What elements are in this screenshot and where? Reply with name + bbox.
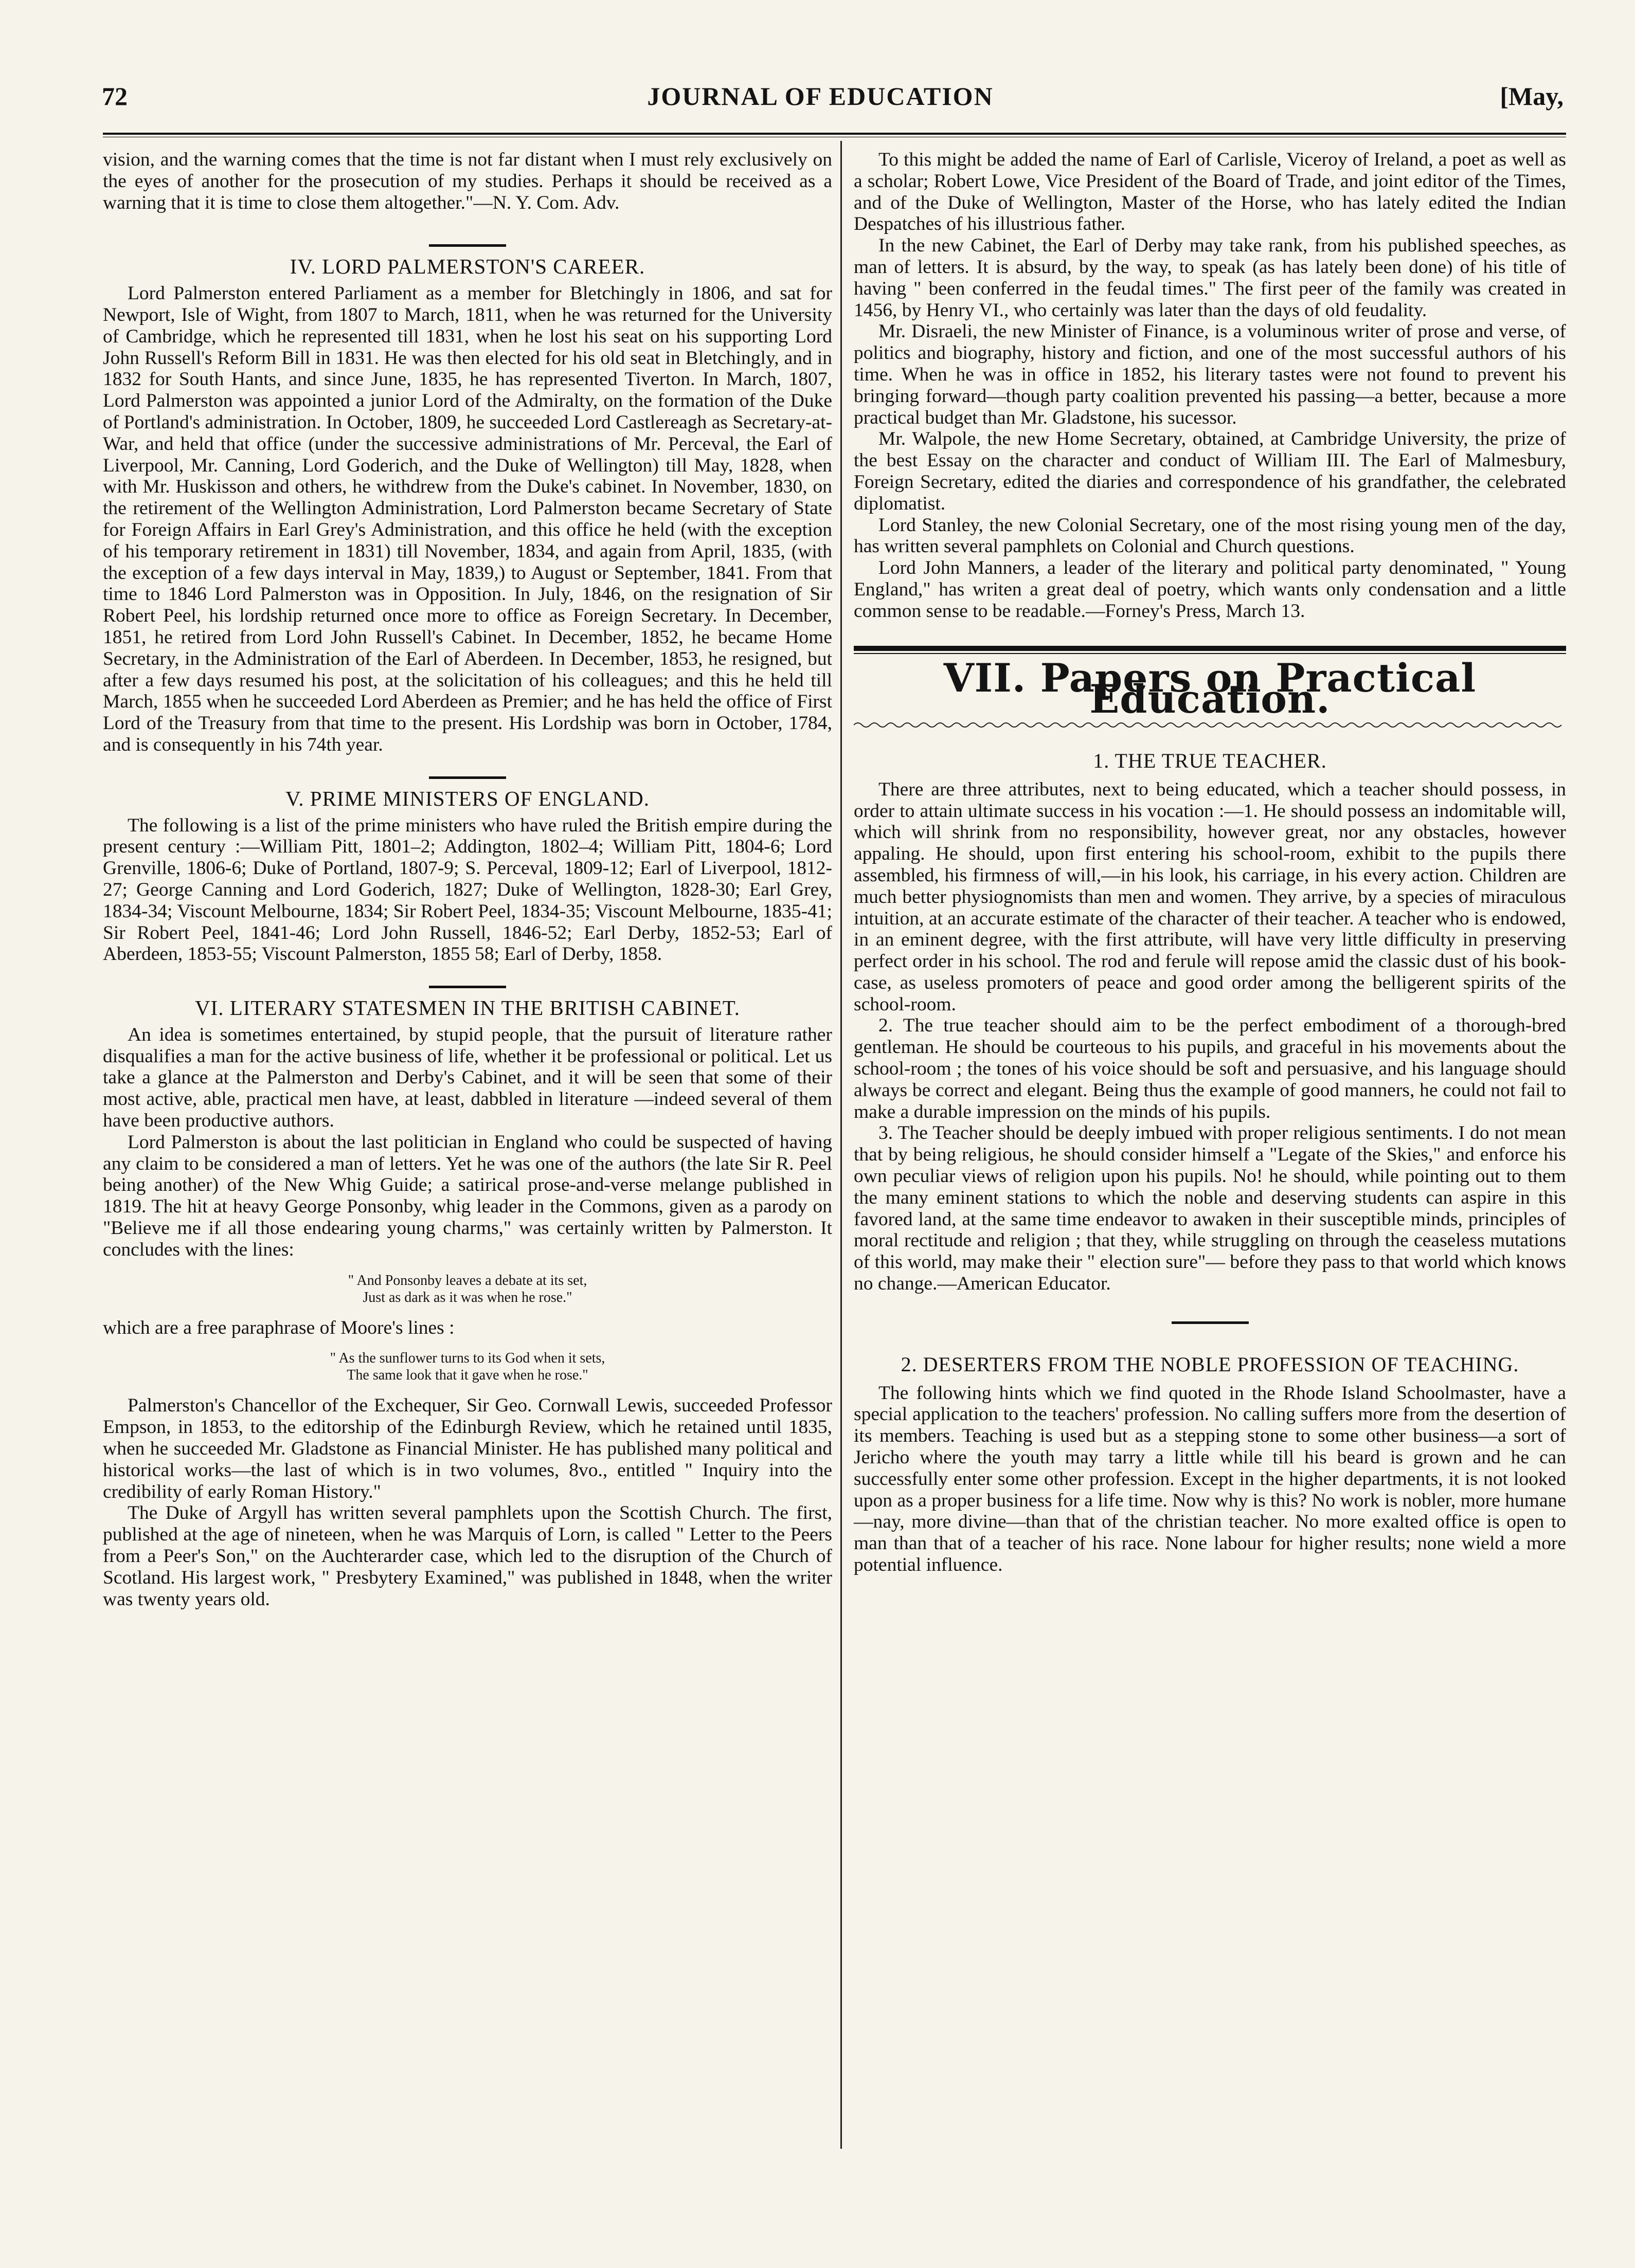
left-column [103, 149, 832, 1610]
cabinet-paragraph-4: Mr. Walpole, the new Home Secretary, obtained, at Cambridge University, the prize of the best Essay on the character and conduct of William III. The Earl of Malmesbury, Foreign Secretary, edited the diaries and correspondence of his grandfather, the celebrated diplomatist. [854, 428, 1566, 514]
running-month: [May, [1500, 82, 1564, 111]
verse-line: " And Ponsonby leaves a debate at its set, [348, 1272, 587, 1289]
section-6-title: VI. LITERARY STATESMEN IN THE BRITISH CABINET. [194, 996, 741, 1020]
quoted-verse-1 [103, 1272, 832, 1306]
section-5-title: V. PRIME MINISTERS OF ENGLAND. [285, 786, 650, 810]
intro-paragraph: vision, and the warning comes that the time is not far distant when I must rely exclusively on the eyes of another for the prosecution of my studies. Perhaps it should be received as a warning that it is time to close them altogether."—N. Y. Com. Adv. [103, 149, 832, 213]
section-5-paragraph: The following is a list of the prime ministers who have ruled the British empire during the present century :—William Pitt, 1801–2; Addington, 1802–4; William Pitt, 1804-6; Lord Grenville, 1806-6; Duke of Portland, 1807-9; S. Perceval, 1809-12; Earl of Liverpool, 1812-27; George Canning and Lord Goderich, 1827; Duke of Wellington, 1828-30; Earl Grey, 1834-34; Viscount Melbourne, 1834; Sir Robert Peel, 1834-35; Viscount Melbourne, 1835-41; Sir Robert Peel, 1841-46; Lord John Russell, 1846-52; Earl Derby, 1852-53; Earl of Aberdeen, 1853-55; Viscount Palmerston, 1855 58; Earl of Derby, 1858. [103, 814, 832, 965]
section-7-top-rule-thin [854, 653, 1566, 654]
section-7-title: VII. Papers on Practical Education. [943, 655, 1477, 722]
section-6-paragraph-2: Lord Palmerston is about the last politician in England who could be suspected of having any claim to be considered a man of letters. Yet he was one of the authors (the late Sir R. Peel being another) of the New Whig Guide; a satirical prose-and-verse melange published in 1819. The hit at heavy George Ponsonby, whig leader in the Commons, given as a parody on "Believe me if all those endearing young charms," was certainly written by Palmerston. It concludes with the lines: [103, 1131, 832, 1260]
article-2-paragraph-1: The following hints which we find quoted in the Rhode Island Schoolmaster, have a special application to the teachers' profession. No calling suffers more from the desertion of its members. Teaching is used but as a stepping stone to some other business—a sort of Jericho where the youth may tarry a little while till his beard is grown and he can successfully enter some other profession. Except in the higher departments, it is not looked upon as a proper business for a life time. Now why is this? No work is nobler, more humane —nay, more divine—than that of the christian teacher. No more exalted office is open to man than that of a teacher of his race. None labour for higher results; none wield a more potential influence. [854, 1382, 1566, 1576]
section-6-paragraph-3: which are a free paraphrase of Moore's lines : [103, 1317, 455, 1338]
running-header [77, 77, 1564, 113]
section-4-paragraph: Lord Palmerston entered Parliament as a member for Bletchingly in 1806, and sat for Newport, Isle of Wight, from 1807 to March, 1811, when he was returned for the University of Cambridge, which he represented till 1831, when he lost his seat on his supporting Lord John Russell's Reform Bill in 1831. He was then elected for his old seat in Bletchingly, and in 1832 for South Hants, and since June, 1835, he has represented Tiverton. In March, 1807, Lord Palmerston was appointed a junior Lord of the Admiralty, on the formation of the Duke of Portland's administration. In October, 1809, he succeeded Lord Castlereagh as Secretary-at-War, and held that office (under the successive administrations of Mr. Perceval, the Earl of Liverpool, Mr. Canning, Lord Goderich, and the Duke of Wellington) till May, 1828, when with Mr. Huskisson and others, he withdrew from the Duke's cabinet. In November, 1830, on the retirement of the Wellington Administration, Lord Palmerston became Secretary of State for Foreign Affairs in Earl Grey's Administration, and this office he held (with the exception of his temporary retirement in 1831) till November, 1834, and again from April, 1835, (with the exception of a few days interval in May, 1839,) to August or September, 1841. From that time to 1846 Lord Palmerston was in Opposition. In July, 1846, on the resignation of Sir Robert Peel, his lordship returned once more to office as Foreign Secretary. In December, 1851, he retired from Lord John Russell's Cabinet. In December, 1852, he became Home Secretary, in the Administration of the Earl of Aberdeen. In December, 1853, he resigned, but after a few days resumed his post, at the solicitation of his colleagues; and this he held till March, 1855 when he succeeded Lord Aberdeen as Premier; and he has held the office of First Lord of the Treasury from that time to the present. His Lordship was born in October, 1784, and is consequently in his 74th year. [103, 283, 832, 755]
cabinet-paragraph-6: Lord John Manners, a leader of the literary and political party denominated, " Young England," has writen a great deal of poetry, which wants only condensation and a little common sense to be readable.—Forney's Press, March 13. [854, 557, 1566, 622]
article-1-paragraph-1: There are three attributes, next to being educated, which a teacher should possess, in order to attain ultimate success in his vocation :—1. He should possess an indomitable will, which will shrink from no responsibility, however great, nor any obstacles, however appaling. He should, upon first entering his school-room, exhibit to the pupils there assembled, his firmness of will,—in his look, his carriage, in his every action. Children are much better physiognomists than men and women. They arrive, by a species of miraculous intuition, at an accurate estimate of the character of their teacher. A teacher who is endowed, in an eminent degree, with the first attribute, will have very little difficulty in preserving perfect order in his school. The rod and ferule will repose amid the classic dust of his book-case, as useless promoters of peace and good order among the belligerent spirits of the school-room. [854, 778, 1566, 1015]
article-2-title: 2. DESERTERS FROM THE NOBLE PROFESSION OF TEACHING. [901, 1352, 1519, 1376]
section-6-paragraph-5: The Duke of Argyll has written several pamphlets upon the Scottish Church. The first, published at the age of nineteen, when he was Marquis of Lorn, is called " Letter to the Peers from a Peer's Son," on the Auchterarder case, which led to the disruption of the Church of Scotland. His largest work, " Presbytery Examined," was published in 1848, when the writer was twenty years old. [103, 1502, 832, 1610]
section-6-paragraph-1: An idea is sometimes entertained, by stupid people, that the pursuit of literature rather disqualifies a man for the active business of life, whether it be professional or political. Let us take a glance at the Palmerston and Derby's Cabinet, and it will be seen that some of their most active, able, practical men have, at least, dabbled in literature —indeed several of them have been productive authors. [103, 1024, 832, 1132]
verse-line: Just as dark as it was when he rose." [363, 1289, 572, 1305]
page-number: 72 [102, 82, 128, 111]
wavy-rule [854, 720, 1566, 730]
article-rule [1172, 1321, 1249, 1324]
article-1-title: 1. THE TRUE TEACHER. [1093, 749, 1327, 772]
section-7-top-rule [854, 646, 1566, 651]
section-rule [429, 986, 506, 988]
section-rule [429, 776, 506, 779]
article-1-paragraph-3: 3. The Teacher should be deeply imbued with proper religious sentiments. I do not mean that by being religious, he should consider himself a "Legate of the Skies," and enforce his own peculiar views of religion upon his pupils. No! he should, while pointing out to them the many eminent stations to which the noble and deserving students can aspire in this favored land, at the same time endeavor to awaken in their susceptible minds, principles of moral rectitude and religion ; that they, while struggling on through the ceaseless mutations of this world, may make their " election sure"— before they pass to that world which knows no change.—American Educator. [854, 1122, 1566, 1295]
verse-line: The same look that it gave when he rose." [347, 1367, 588, 1384]
right-column [854, 149, 1566, 1576]
section-4-title: IV. LORD PALMERSTON'S CAREER. [290, 255, 645, 279]
cabinet-paragraph-5: Lord Stanley, the new Colonial Secretary, one of the most rising young men of the day, has written several pamphlets on Colonial and Church questions. [854, 514, 1566, 557]
running-title: JOURNAL OF EDUCATION [647, 82, 994, 111]
verse-line: " As the sunflower turns to its God when it sets, [330, 1350, 605, 1367]
quoted-verse-2 [103, 1350, 832, 1384]
section-rule [429, 244, 506, 247]
cabinet-paragraph-1: To this might be added the name of Earl of Carlisle, Viceroy of Ireland, a poet as well as a scholar; Robert Lowe, Vice President of the Board of Trade, and joint editor of the Times, and of the Duke of Wellington, Master of the Horse, who has lately edited the Indian Despatches of his illustrious father. [854, 149, 1566, 235]
section-6-paragraph-4: Palmerston's Chancellor of the Exchequer, Sir Geo. Cornwall Lewis, succeeded Professor Empson, in 1853, to the editorship of the Edinburgh Review, which he retained until 1835, when he succeeded Mr. Gladstone as Financial Minister. He has published many political and historical works—the last of which is in two volumes, 8vo., entitled " Inquiry into the credibility of early Roman History." [103, 1395, 832, 1502]
article-1-paragraph-2: 2. The true teacher should aim to be the perfect embodiment of a thorough-bred gentleman. He should be courteous to his pupils, and graceful in his movements about the school-room ; the tones of his voice should be soft and persuasive, and his language should always be correct and elegant. Being thus the example of good manners, he could not fail to make a durable impression on the minds of his pupils. [854, 1015, 1566, 1122]
cabinet-paragraph-2: In the new Cabinet, the Earl of Derby may take rank, from his published speeches, as man of letters. It is absurd, by the way, to speak (as has lately been done) of his title of having " been conferred in the feudal times." The first peer of the family was created in 1456, by Henry VI., who certainly was later than the days of old feudality. [854, 235, 1566, 321]
header-rule [103, 133, 1566, 135]
cabinet-paragraph-3: Mr. Disraeli, the new Minister of Finance, is a voluminous writer of prose and verse, of politics and biography, history and fiction, and one of the most successful authors of his time. When he was in office in 1852, his literary tastes were not found to prevent his bringing forward—though party coalition prevented his passing—a better, because a more practical budget than Mr. Gladstone, his sucessor. [854, 321, 1566, 428]
column-separator [840, 141, 842, 2149]
